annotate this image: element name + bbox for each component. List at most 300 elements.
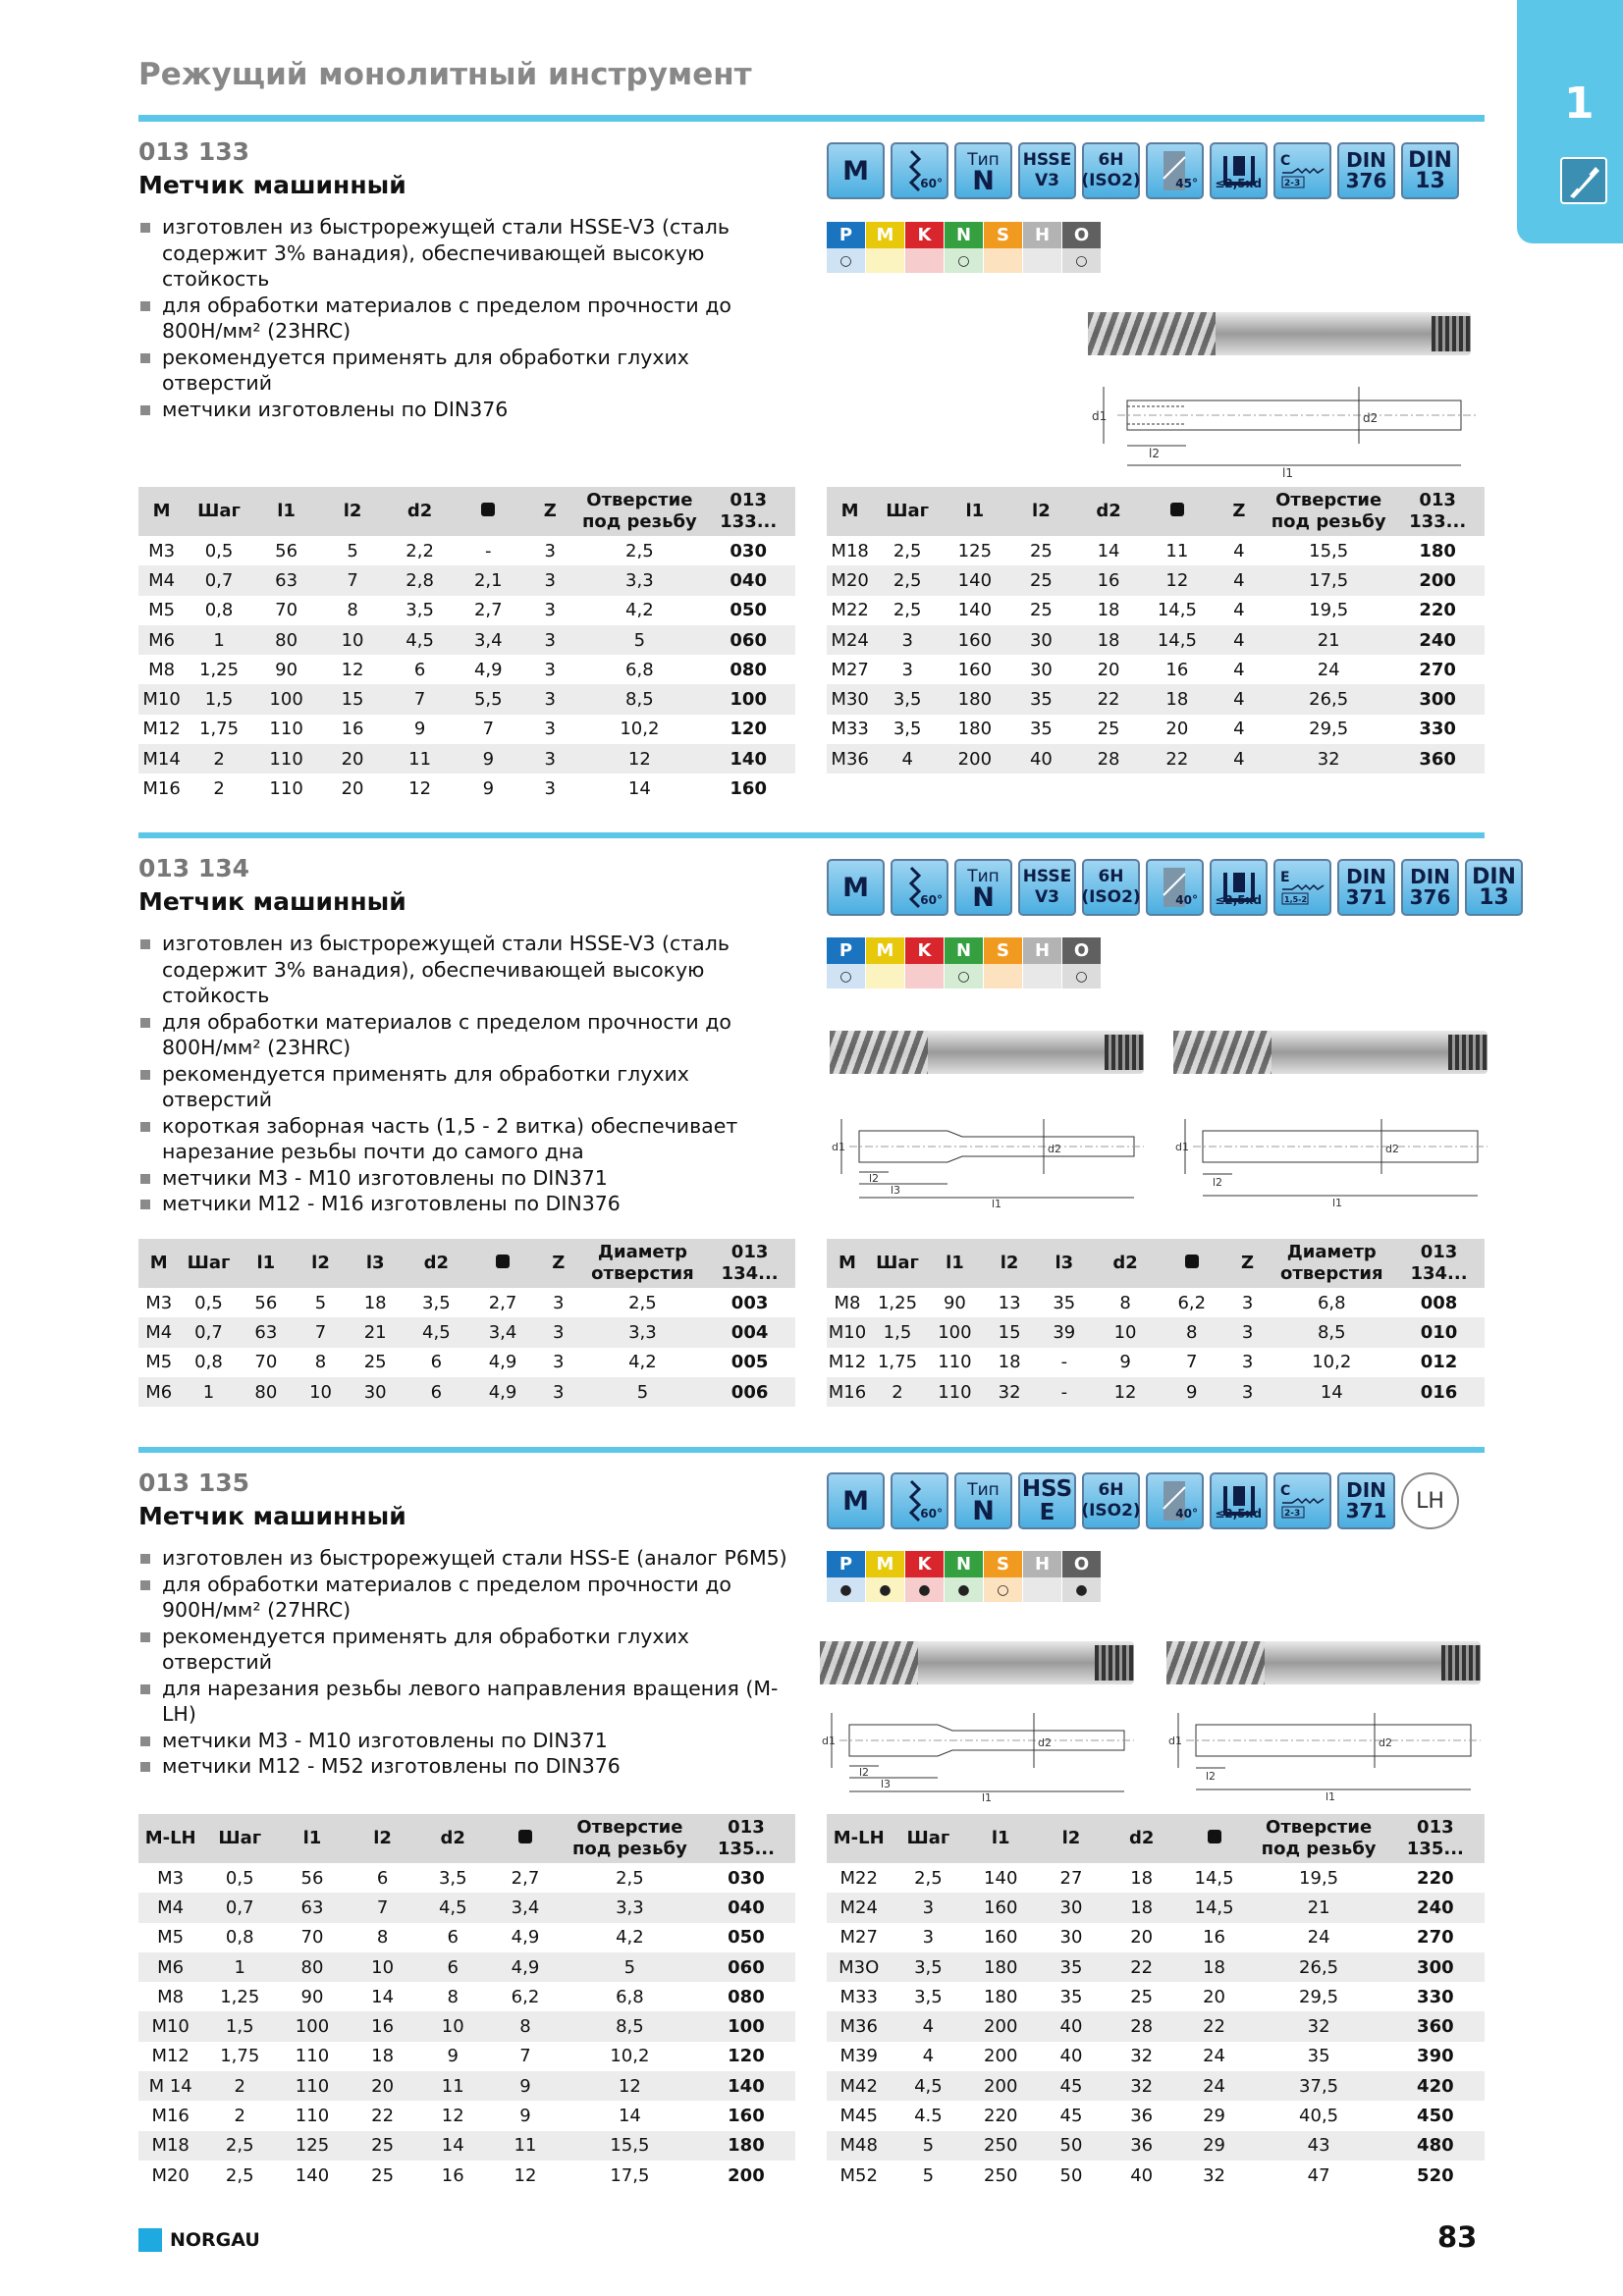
feature-list bbox=[138, 214, 796, 422]
table-cell: 3 bbox=[553, 1292, 565, 1313]
table-cell: 90 bbox=[275, 659, 298, 680]
square-icon bbox=[1177, 1814, 1252, 1863]
column-header: l1 bbox=[942, 487, 1008, 536]
table-cell: 70 bbox=[300, 1927, 324, 1949]
table-cell: 35 bbox=[1059, 1986, 1083, 2007]
table-cell: 006 bbox=[704, 1377, 795, 1407]
table-cell: 9 bbox=[1119, 1352, 1131, 1373]
table-cell: 4 bbox=[1212, 625, 1267, 655]
table-cell: 63 bbox=[253, 565, 319, 595]
table-cell: 15,5 bbox=[563, 2131, 697, 2161]
table-cell: 240 bbox=[1386, 1893, 1485, 1922]
table-cell: 0,7 bbox=[202, 1893, 277, 1922]
table-cell: 2,2 bbox=[406, 540, 434, 561]
table-cell: 220 bbox=[1419, 600, 1456, 621]
table-cell: 4 bbox=[1233, 719, 1245, 740]
column-header: Отверстие под резьбу bbox=[563, 1814, 697, 1863]
svg-text:l2: l2 bbox=[859, 1766, 870, 1779]
table-cell: 2,5 bbox=[914, 1867, 943, 1889]
table-cell: 004 bbox=[704, 1317, 795, 1347]
table-row bbox=[138, 2071, 795, 2101]
table-cell: 6,2 bbox=[1177, 1292, 1207, 1313]
material-group-o: O bbox=[1062, 1551, 1102, 1577]
table-cell: 140 bbox=[942, 565, 1008, 595]
material-group-table bbox=[827, 1551, 1102, 1602]
dimensions-table-left bbox=[138, 487, 795, 804]
table-cell: 4,2 bbox=[616, 1927, 644, 1949]
table-row bbox=[138, 1923, 795, 1952]
table-row bbox=[138, 2161, 795, 2190]
table-cell: 050 bbox=[728, 1927, 765, 1949]
feature-item: рекомендуется применять для обработки глухих отверстий bbox=[138, 1624, 796, 1676]
table-cell: 1,75 bbox=[877, 1352, 918, 1373]
table-cell: 9 bbox=[447, 2046, 459, 2067]
svg-text:l3: l3 bbox=[891, 1184, 901, 1197]
svg-text:d2: d2 bbox=[1048, 1143, 1061, 1155]
table-row bbox=[138, 2011, 795, 2041]
table-cell: 3 bbox=[544, 778, 556, 800]
table-cell: 110 bbox=[938, 1352, 972, 1373]
table-cell: M4 bbox=[138, 1317, 179, 1347]
table-cell: 12 bbox=[341, 659, 364, 680]
blind-hole-icon: ≤2,5xd bbox=[1210, 1472, 1268, 1529]
table-row bbox=[827, 1317, 1485, 1347]
table-cell: 030 bbox=[730, 540, 767, 561]
table-cell: 7 bbox=[319, 565, 385, 595]
table-row bbox=[138, 684, 795, 714]
table-cell: M3 bbox=[157, 1867, 185, 1889]
material-suitability bbox=[905, 964, 945, 988]
thread-angle-icon: 60° bbox=[891, 142, 948, 199]
table-cell: 2,5 bbox=[893, 540, 922, 561]
table-cell: 1 bbox=[185, 625, 253, 655]
table-cell: 8 bbox=[314, 1352, 327, 1373]
table-cell: 110 bbox=[295, 2046, 330, 2067]
table-cell: 11 bbox=[488, 2131, 563, 2161]
feature-item: изготовлен из быстрорежущей стали HSS-E (аналог Р6М5) bbox=[138, 1545, 796, 1572]
table-cell: 8 bbox=[347, 600, 358, 621]
column-header: l1 bbox=[277, 1814, 348, 1863]
table-cell: 180 bbox=[984, 1986, 1018, 2007]
table-cell: 1,25 bbox=[220, 1986, 260, 2007]
table-cell: 21 bbox=[348, 1317, 404, 1347]
table-cell: 6,8 bbox=[1317, 1292, 1346, 1313]
table-cell: 18 bbox=[1143, 684, 1212, 714]
table-cell: 8,5 bbox=[1270, 1317, 1393, 1347]
table-cell: 22 bbox=[1074, 684, 1143, 714]
table-cell: 3 bbox=[544, 540, 556, 561]
column-header: d2 bbox=[1092, 1239, 1159, 1288]
table-cell: 80 bbox=[238, 1377, 294, 1407]
svg-text:d1: d1 bbox=[1168, 1735, 1182, 1747]
table-cell: 2,5 bbox=[893, 600, 922, 621]
tap-photo bbox=[1088, 312, 1471, 355]
tap-photo bbox=[1166, 1641, 1481, 1684]
table-cell: 160 bbox=[730, 778, 767, 800]
table-cell: 11 bbox=[1165, 540, 1189, 561]
column-header: Отверстие под резьбу bbox=[1267, 487, 1390, 536]
table-header bbox=[827, 487, 1485, 536]
logo-square-icon bbox=[138, 2228, 162, 2252]
material-group-n: N bbox=[945, 222, 984, 248]
table-cell: - bbox=[1060, 1352, 1068, 1373]
feature-item: для обработки материалов с пределом прочности до 900Н/мм² (27HRC) bbox=[138, 1572, 796, 1624]
table-cell: 3 bbox=[891, 1893, 965, 1922]
table-row bbox=[138, 744, 795, 774]
table-cell: M33 bbox=[831, 719, 869, 740]
table-row bbox=[138, 1863, 795, 1893]
table-cell: 14 bbox=[417, 2131, 488, 2161]
table-cell: M12 bbox=[142, 719, 181, 740]
table-cell: 450 bbox=[1417, 2106, 1454, 2127]
table-cell: 40 bbox=[1036, 2011, 1107, 2041]
feature-item: метчики изготовлены по DIN376 bbox=[138, 397, 796, 423]
table-row bbox=[827, 2101, 1485, 2130]
table-cell: M27 bbox=[839, 1927, 878, 1949]
material-suitability: ○ bbox=[984, 1577, 1023, 1602]
table-cell: 7 bbox=[348, 1893, 418, 1922]
table-cell: 32 bbox=[1130, 2046, 1154, 2067]
product-title: Метчик машинный bbox=[138, 1502, 406, 1530]
table-row bbox=[138, 774, 795, 803]
table-cell: 45 bbox=[1059, 2106, 1083, 2127]
table-cell: 25 bbox=[1029, 600, 1053, 621]
table-cell: M22 bbox=[831, 600, 869, 621]
dimensions-table-left bbox=[138, 1239, 795, 1407]
table-row bbox=[827, 1377, 1485, 1407]
table-cell: 2 bbox=[202, 2071, 277, 2101]
table-cell: 18 bbox=[363, 1292, 387, 1313]
brand-logo bbox=[138, 2228, 260, 2252]
table-cell: 3 bbox=[536, 1317, 581, 1347]
table-row bbox=[827, 2161, 1485, 2190]
table-cell: 6 bbox=[447, 1927, 459, 1949]
tap-photo bbox=[820, 1641, 1134, 1684]
feature-list bbox=[138, 931, 796, 1217]
svg-text:d1: d1 bbox=[1175, 1141, 1189, 1153]
table-cell: 110 bbox=[269, 719, 303, 740]
table-cell: 3 bbox=[522, 744, 577, 774]
table-cell: 2 bbox=[234, 2106, 245, 2127]
table-row bbox=[138, 1952, 795, 1982]
table-cell: 10 bbox=[348, 1952, 418, 1982]
table-cell: 20 bbox=[319, 744, 385, 774]
table-cell: 6 bbox=[430, 1352, 443, 1373]
table-cell: M8 bbox=[834, 1292, 861, 1313]
table-cell: M24 bbox=[827, 1893, 891, 1922]
din-standard-icon: DIN 371 bbox=[1337, 1472, 1395, 1529]
table-cell: 6 bbox=[404, 1377, 470, 1407]
table-cell: 330 bbox=[1417, 1986, 1454, 2007]
table-cell: 2,5 bbox=[625, 540, 654, 561]
table-cell: M39 bbox=[839, 2046, 878, 2067]
table-cell: 2 bbox=[868, 1377, 927, 1407]
table-cell: 25 bbox=[363, 1352, 387, 1373]
table-cell: 040 bbox=[701, 565, 795, 595]
product-code: 013 135 bbox=[138, 1468, 250, 1497]
table-cell: 160 bbox=[942, 625, 1008, 655]
table-cell: M36 bbox=[827, 744, 873, 774]
dimensions-table-right bbox=[827, 1239, 1485, 1407]
material-group-table bbox=[827, 222, 1102, 273]
material-group-h: H bbox=[1023, 222, 1062, 248]
table-cell: 3,5 bbox=[406, 600, 434, 621]
square-icon bbox=[488, 1814, 563, 1863]
table-cell: 040 bbox=[697, 1893, 795, 1922]
table-row bbox=[827, 1982, 1485, 2011]
table-cell: M18 bbox=[138, 2131, 202, 2161]
column-header: l3 bbox=[1036, 1239, 1092, 1288]
product-title: Метчик машинный bbox=[138, 171, 406, 199]
table-cell: 0,8 bbox=[204, 600, 234, 621]
svg-text:d2: d2 bbox=[1385, 1143, 1399, 1155]
table-cell: 3 bbox=[1225, 1377, 1271, 1407]
tolerance-icon: 6H (ISO2) bbox=[1082, 859, 1140, 916]
table-cell: 050 bbox=[730, 600, 767, 621]
material-suitability: ○ bbox=[827, 248, 866, 273]
table-cell: 4,9 bbox=[473, 659, 503, 680]
column-header: Отверстие под резьбу bbox=[1252, 1814, 1386, 1863]
table-cell: 24 bbox=[1317, 659, 1340, 680]
table-cell: 40,5 bbox=[1299, 2106, 1339, 2127]
table-cell: 1,5 bbox=[185, 684, 253, 714]
table-cell: 5 bbox=[347, 540, 358, 561]
table-cell: 22 bbox=[1143, 744, 1212, 774]
table-cell: 2,5 bbox=[225, 2164, 254, 2186]
table-cell: 6,2 bbox=[511, 1986, 540, 2007]
table-cell: 32 bbox=[1267, 744, 1390, 774]
column-header: l1 bbox=[965, 1814, 1036, 1863]
table-cell: 7 bbox=[519, 2046, 531, 2067]
table-cell: 39 bbox=[1036, 1317, 1092, 1347]
table-cell: 3,3 bbox=[581, 1317, 705, 1347]
column-header: 013 135... bbox=[697, 1814, 795, 1863]
table-cell: 2 bbox=[185, 744, 253, 774]
table-cell: 17,5 bbox=[610, 2164, 650, 2186]
table-cell: 20 bbox=[341, 778, 364, 800]
table-cell: 4 bbox=[1212, 744, 1267, 774]
table-cell: 18 bbox=[1107, 1893, 1177, 1922]
table-cell: 14 bbox=[618, 2106, 641, 2127]
table-cell: M45 bbox=[839, 2106, 878, 2127]
table-cell: 63 bbox=[277, 1893, 348, 1922]
table-cell: 3 bbox=[522, 625, 577, 655]
table-cell: 20 bbox=[1203, 1986, 1225, 2007]
table-cell: 2,5 bbox=[628, 1292, 657, 1313]
material-group-m: M bbox=[866, 937, 905, 964]
material-suitability: ○ bbox=[945, 248, 984, 273]
table-cell: 180 bbox=[697, 2131, 795, 2161]
material-group-p: P bbox=[827, 222, 866, 248]
din-standard-icon: DIN 371 bbox=[1337, 859, 1395, 916]
material-suitability: ○ bbox=[1062, 964, 1102, 988]
table-cell: M52 bbox=[839, 2164, 878, 2186]
svg-text:d1: d1 bbox=[822, 1735, 836, 1747]
table-cell: 4 bbox=[1233, 540, 1245, 561]
svg-text:l1: l1 bbox=[992, 1198, 1002, 1207]
svg-text:d2: d2 bbox=[1038, 1736, 1052, 1749]
table-cell: 012 bbox=[1420, 1352, 1458, 1373]
svg-text:2-3: 2-3 bbox=[1283, 1509, 1300, 1519]
table-cell: 1 bbox=[202, 1952, 277, 1982]
material-suitability bbox=[866, 964, 905, 988]
table-cell: 10 bbox=[294, 1377, 348, 1407]
table-cell: 110 bbox=[269, 778, 303, 800]
table-cell: 4 bbox=[922, 2046, 935, 2067]
svg-text:d1: d1 bbox=[1092, 409, 1108, 423]
column-header: l2 bbox=[319, 487, 385, 536]
table-cell: 32 bbox=[1203, 2164, 1225, 2186]
table-cell: 35 bbox=[1036, 1952, 1107, 1982]
table-cell: 4 bbox=[1212, 684, 1267, 714]
table-cell: 16 bbox=[1074, 565, 1143, 595]
svg-text:d2: d2 bbox=[1363, 411, 1379, 425]
svg-text:l1: l1 bbox=[1332, 1197, 1343, 1207]
svg-text:l1: l1 bbox=[982, 1791, 993, 1801]
table-cell: 9 bbox=[454, 744, 522, 774]
column-header: Шаг bbox=[873, 487, 942, 536]
table-cell: 220 bbox=[984, 2106, 1018, 2127]
table-cell: 25 bbox=[1130, 1986, 1154, 2007]
table-cell: M6 bbox=[138, 1377, 179, 1407]
material-group-p: P bbox=[827, 1551, 866, 1577]
table-row bbox=[138, 715, 795, 744]
feature-item: изготовлен из быстрорежущей стали HSSE-V3 (сталь содержит 3% ванадия), обеспечивающей высокую стойкость bbox=[138, 214, 796, 293]
feature-list bbox=[138, 1545, 796, 1780]
table-cell: 20 bbox=[1097, 659, 1120, 680]
table-cell: 1,5 bbox=[868, 1317, 927, 1347]
table-row bbox=[827, 1863, 1485, 1893]
table-cell: 8,5 bbox=[577, 684, 701, 714]
table-cell: 1,75 bbox=[199, 719, 240, 740]
table-cell: 25 bbox=[1029, 540, 1053, 561]
table-row bbox=[827, 655, 1485, 684]
column-header: l1 bbox=[238, 1239, 294, 1288]
table-cell: 40 bbox=[1008, 744, 1075, 774]
table-cell: 4 bbox=[891, 2011, 965, 2041]
table-cell: 4,5 bbox=[417, 1893, 488, 1922]
table-cell: 110 bbox=[295, 2106, 330, 2127]
tap-type-icon: Тип N bbox=[954, 142, 1012, 199]
svg-text:1,5-2: 1,5-2 bbox=[1283, 895, 1307, 904]
table-row bbox=[827, 1923, 1485, 1952]
page-number: 83 bbox=[1437, 2220, 1478, 2254]
thread-angle-icon: 60° bbox=[891, 1472, 948, 1529]
table-cell: 6,8 bbox=[616, 1986, 644, 2007]
table-cell: 4 bbox=[1233, 600, 1245, 621]
table-cell: 29 bbox=[1177, 2131, 1252, 2161]
table-cell: 4 bbox=[873, 744, 942, 774]
table-cell: 3 bbox=[544, 719, 556, 740]
left-hand-thread-icon: LH bbox=[1401, 1472, 1459, 1529]
material-suitability bbox=[1023, 248, 1062, 273]
dimensions-table-left bbox=[138, 1814, 795, 2190]
table-cell: M22 bbox=[839, 1867, 878, 1889]
table-cell: 180 bbox=[957, 719, 993, 740]
table-cell: 16 bbox=[1203, 1927, 1225, 1949]
table-cell: 26,5 bbox=[1252, 1952, 1386, 1982]
table-row bbox=[138, 536, 795, 565]
table-cell: 3,5 bbox=[914, 1986, 943, 2007]
table-cell: M3 bbox=[148, 540, 176, 561]
column-header: Шаг bbox=[868, 1239, 927, 1288]
material-group-k: K bbox=[905, 222, 945, 248]
table-cell: 010 bbox=[1393, 1317, 1485, 1347]
table-cell: 11 bbox=[417, 2071, 488, 2101]
table-cell: 18 bbox=[371, 2046, 395, 2067]
table-cell: 14 bbox=[1270, 1377, 1393, 1407]
table-cell: 120 bbox=[728, 2046, 765, 2067]
table-cell: 32 bbox=[1252, 2011, 1386, 2041]
table-cell: 0,7 bbox=[179, 1317, 238, 1347]
material-group-n: N bbox=[945, 1551, 984, 1577]
column-header: l2 bbox=[294, 1239, 348, 1288]
svg-text:C: C bbox=[1279, 153, 1290, 169]
svg-text:l2: l2 bbox=[1149, 447, 1160, 460]
table-cell: 22 bbox=[371, 2106, 395, 2127]
column-header: Диаметр отверстия bbox=[581, 1239, 705, 1288]
table-cell: 12 bbox=[577, 744, 701, 774]
table-row bbox=[138, 596, 795, 625]
feature-item: короткая заборная часть (1,5 - 2 витка) обеспечивает нарезание резьбы почти до самого дна bbox=[138, 1113, 796, 1165]
table-cell: 0,5 bbox=[225, 1867, 254, 1889]
chapter-number: 1 bbox=[1564, 79, 1595, 129]
tap-type-icon: Тип N bbox=[954, 1472, 1012, 1529]
table-row bbox=[138, 625, 795, 655]
column-header: l2 bbox=[1008, 487, 1075, 536]
table-cell: 25 bbox=[1097, 719, 1120, 740]
table-cell: 20 bbox=[1165, 719, 1189, 740]
header-divider bbox=[138, 115, 1485, 122]
table-cell: 1,5 bbox=[202, 2011, 277, 2041]
table-cell: 40 bbox=[1059, 2046, 1083, 2067]
table-cell: 160 bbox=[965, 1893, 1036, 1922]
svg-text:d1: d1 bbox=[832, 1141, 845, 1153]
table-cell: 8 bbox=[376, 1927, 389, 1949]
material-suitability bbox=[984, 248, 1023, 273]
table-cell: 32 bbox=[983, 1377, 1037, 1407]
table-row bbox=[827, 1893, 1485, 1922]
table-cell: 200 bbox=[942, 744, 1008, 774]
table-cell: 4,5 bbox=[386, 625, 455, 655]
table-cell: M8 bbox=[148, 659, 176, 680]
table-cell: 4,5 bbox=[404, 1317, 470, 1347]
table-cell: 19,5 bbox=[1299, 1867, 1339, 1889]
table-cell: 18 bbox=[1074, 625, 1143, 655]
column-header: M-LH bbox=[138, 1814, 202, 1863]
table-row bbox=[827, 2011, 1485, 2041]
table-row bbox=[827, 744, 1485, 774]
table-cell: 3 bbox=[544, 659, 556, 680]
material-group-h: H bbox=[1023, 1551, 1062, 1577]
table-row bbox=[138, 2042, 795, 2071]
table-cell: 47 bbox=[1307, 2164, 1330, 2186]
table-cell: 12 bbox=[514, 2164, 537, 2186]
table-cell: 50 bbox=[1036, 2131, 1107, 2161]
table-cell: 10 bbox=[319, 625, 385, 655]
din-standard-icon: DIN 376 bbox=[1401, 859, 1459, 916]
table-cell: 22 bbox=[1177, 2011, 1252, 2041]
metric-thread-icon: M bbox=[827, 142, 885, 199]
column-header: Шаг bbox=[202, 1814, 277, 1863]
tap-drawing bbox=[1166, 1703, 1490, 1801]
feature-item: метчики M12 - M52 изготовлены по DIN376 bbox=[138, 1753, 796, 1780]
table-cell: 56 bbox=[275, 540, 298, 561]
square-icon bbox=[1143, 487, 1212, 536]
table-cell: 9 bbox=[413, 719, 426, 740]
tap-drawing bbox=[820, 1703, 1144, 1801]
table-cell: M 14 bbox=[138, 2071, 202, 2101]
